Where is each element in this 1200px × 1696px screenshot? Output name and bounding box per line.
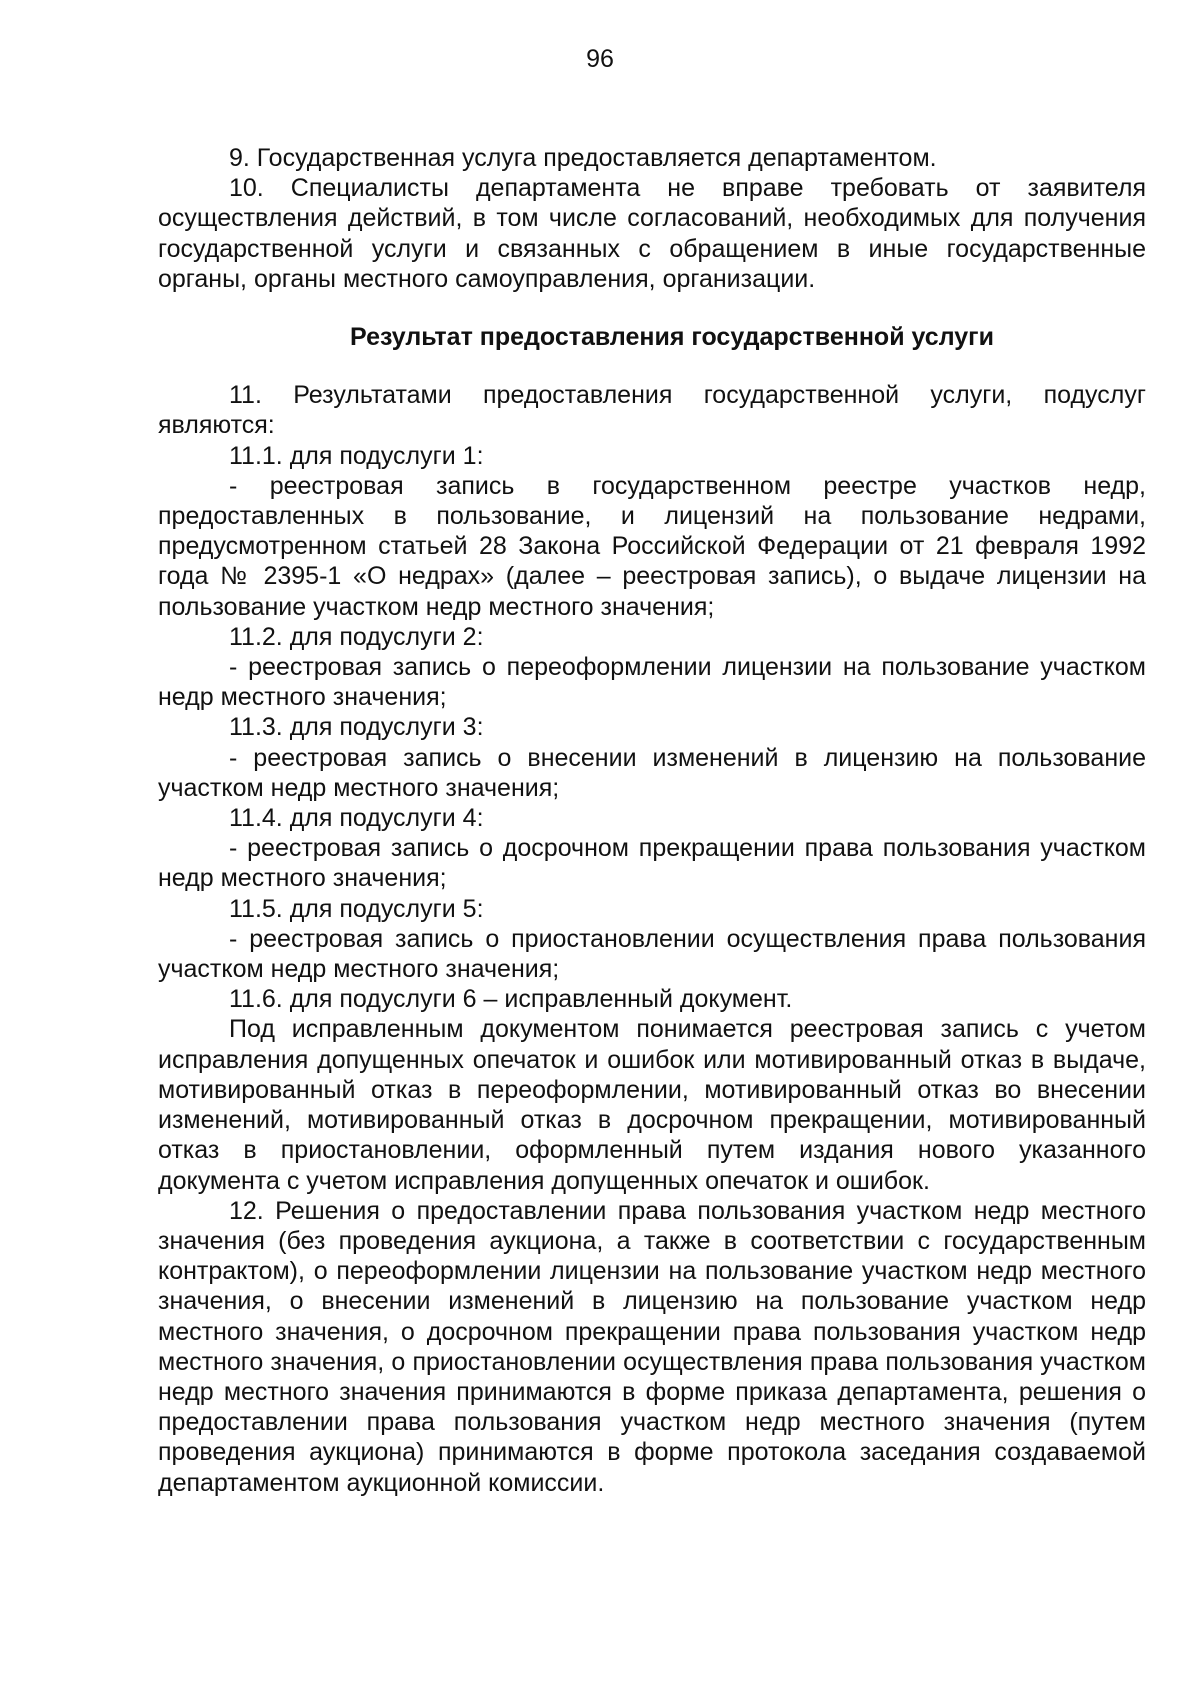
corrected-document-definition: Под исправленным документом понимается реестровая запись с учетом исправления допущенных опечаток и ошибок или мотивированный отказ в выдаче, мотивированный отказ в переоформлении, мотивированный отказ во внесении изменений, мотивированный отказ в досрочном прекращении, мотивированный отказ в приостановлении, оформленный путем издания нового указанного документа с учетом исправления допущенных опечаток и ошибок. — [158, 1015, 1146, 1195]
paragraph-9: 9. Государственная услуга предоставляется департаментом. — [229, 144, 937, 172]
list-item: - реестровая запись о досрочном прекращении права пользования участком недр местного значения; — [158, 834, 1146, 893]
list-item: - реестровая запись о приостановлении осуществления права пользования участком недр местного значения; — [158, 924, 1146, 984]
paragraph-12: 12. Решения о предоставлении права пользования участком недр местного значения (без проведения аукциона, а также в соответствии с государственным контрактом), о переоформлении лицензии на пользование участком недр местного значения, о внесении изменений в лицензию на пользование участком недр местного значения, о досрочном прекращении права пользования участком недр местного значения, о приостановлении осуществления права пользования участком недр местного значения принимаются в форме приказа департамента, решения о предоставлении права пользования участком недр местного значения (путем проведения аукциона) принимаются в форме протокола заседания создаваемой департаментом аукционной комиссии. — [158, 1196, 1146, 1497]
list-item: - реестровая запись о внесении изменений в лицензию на пользование участком недр местного значения; — [158, 743, 1146, 802]
paragraph-11-3: 11.3. для подуслуги 3: — [229, 713, 484, 742]
paragraph-11-6: 11.6. для подуслуги 6 – исправленный документ. — [229, 985, 793, 1014]
paragraph-11-4: 11.4. для подуслуги 4: — [229, 804, 484, 833]
document-body — [158, 143, 1146, 1498]
paragraph-11-2: 11.2. для подуслуги 2: — [229, 622, 484, 651]
paragraph-11-5: 11.5. для подуслуги 5: — [229, 894, 484, 923]
paragraph-11-1: 11.1. для подуслуги 1: — [229, 441, 484, 470]
section-heading: Результат предоставления государственной услуги — [350, 323, 994, 352]
list-item: - реестровая запись о переоформлении лицензии на пользование участком недр местного значения; — [158, 653, 1146, 712]
list-item: - реестровая запись в государственном реестре участков недр, предоставленных в пользование, и лицензий на пользование недрами, предусмотренном статьей 28 Закона Российской Федерации от 21 февраля 1992 года № 2395-1 «О недрах» (далее – реестровая запись), о выдаче лицензии на пользование участком недр местного значения; — [158, 471, 1146, 621]
paragraph-10: 10. Специалисты департамента не вправе требовать от заявителя осуществления действий, в том числе согласований, необходимых для получения государственной услуги и связанных с обращением в иные государственные органы, органы местного самоуправления, организации. — [158, 174, 1146, 293]
paragraph-11: 11. Результатами предоставления государственной услуги, подуслуг являются: — [158, 381, 1146, 440]
page-number: 96 — [586, 45, 614, 73]
